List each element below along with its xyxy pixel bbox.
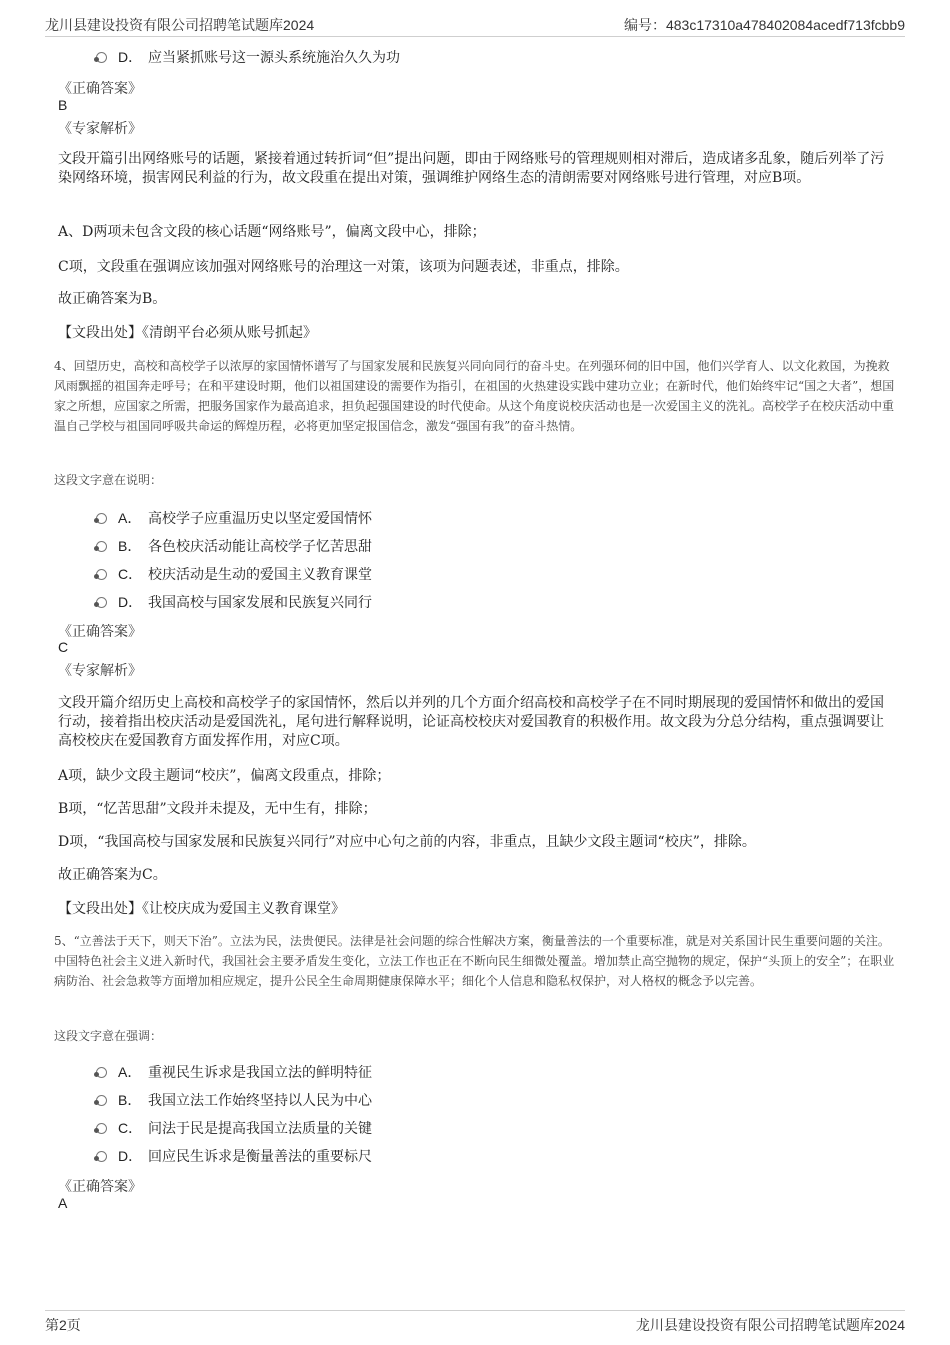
option-key: A．: [118, 1064, 142, 1080]
option-text: 重视民生诉求是我国立法的鲜明特征: [148, 1065, 372, 1081]
q3-note-2: C项，文段重在强调应该加强对网络账号的治理这一对策，该项为问题表述，非重点，排除。: [58, 259, 629, 275]
radio-icon[interactable]: [96, 597, 107, 608]
q3-source: 【文段出处】《清朗平台必须从账号抓起》: [58, 325, 317, 341]
q4-conclusion: 故正确答案为C。: [58, 867, 167, 883]
page-footer: [45, 1310, 905, 1341]
footer-title: 龙川县建设投资有限公司招聘笔试题库2024: [635, 1317, 905, 1333]
option-text: 高校学子应重温历史以坚定爱国情怀: [148, 511, 372, 527]
q4-analysis: 文段开篇介绍历史上高校和高校学子的家国情怀，然后以并列的几个方面介绍高校和高校学子在不同时期展现的爱国情怀和做出的爱国行动，接着指出校庆活动是爱国洗礼，尾句进行解释说明，论证高校校庆对爱国教育的积极作用。故文段为分总分结构，重点强调要让高校校庆在爱国教育方面发挥作用，对应C项。: [58, 695, 884, 749]
q3-answer: B: [58, 97, 68, 113]
option-text: 问法于民是提高我国立法质量的关键: [148, 1121, 372, 1137]
q4-note-2: B项，“忆苦思甜”文段并未提及，无中生有，排除；: [58, 801, 377, 817]
q5-question: 5、“立善法于天下，则天下治”。立法为民，法贵便民。法律是社会问题的综合性解决方案，衡量善法的一个重要标准，就是对关系国计民生重要问题的关注。中国特色社会主义进入新时代，我国社会主要矛盾发生变化，立法工作也正在不断向民生细微处覆盖。增加禁止高空抛物的规定，保护“头顶上的安全”；在职业病防治、社会急救等方面增加相应规定，提升公民全生命周期健康保障水平；细化个人信息和隐私权保护，对人格权的概念予以完善。: [54, 934, 895, 988]
q5-answer-label: 《正确答案》: [58, 1179, 142, 1195]
q5-answer: A: [58, 1195, 68, 1211]
radio-icon[interactable]: [96, 1067, 107, 1078]
q3-answer-label: 《正确答案》: [58, 81, 142, 97]
q4-note-3: D项，“我国高校与国家发展和民族复兴同行”对应中心句之前的内容，非重点，且缺少文段主题词“校庆”，排除。: [58, 834, 756, 850]
q4-question: 4、回望历史，高校和高校学子以浓厚的家国情怀谱写了与国家发展和民族复兴同向同行的奋斗史。在列强环伺的旧中国，他们兴学育人、以文化救国，为挽救风雨飘摇的祖国奔走呼号；在和平建设时期，他们以祖国建设的需要作为指引，在祖国的火热建设实践中建功立业；在新时代，他们始终牢记“国之大者”，想国家之所想，应国家之所需，把服务国家作为最高追求，担负起强国建设的时代使命。从这个角度说校庆活动也是一次爱国主义的洗礼。高校学子在校庆活动中重温自己学校与祖国同呼吸共命运的辉煌历程，必将更加坚定报国信念，激发“强国有我”的奋斗热情。: [54, 359, 895, 433]
header-title: 龙川县建设投资有限公司招聘笔试题库2024: [45, 17, 315, 33]
radio-icon[interactable]: [96, 1123, 107, 1134]
option-key: A．: [118, 510, 142, 526]
q4-analysis-label: 《专家解析》: [58, 663, 142, 679]
option-key: B．: [118, 538, 142, 554]
q4-answer: C: [58, 639, 69, 655]
page-number: 第2页: [45, 1317, 81, 1333]
q4-prompt: 这段文字意在说明：: [54, 473, 163, 487]
radio-icon[interactable]: [96, 1151, 107, 1162]
q4-answer-label: 《正确答案》: [58, 624, 142, 640]
q4-note-1: A项，缺少文段主题词“校庆”，偏离文段重点，排除；: [58, 768, 391, 784]
radio-icon[interactable]: [96, 541, 107, 552]
radio-icon[interactable]: [96, 569, 107, 580]
q4-source: 【文段出处】《让校庆成为爱国主义教育课堂》: [58, 901, 345, 917]
option-text: 各色校庆活动能让高校学子忆苦思甜: [148, 539, 372, 555]
q3-analysis: 文段开篇引出网络账号的话题，紧接着通过转折词“但”提出问题，即由于网络账号的管理规则相对滞后，造成诸多乱象，随后列举了污染网络环境，损害网民利益的行为，故文段重在提出对策，强调维护网络生态的清朗需要对网络账号进行管理，对应B项。: [58, 151, 885, 186]
option-text: 回应民生诉求是衡量善法的重要标尺: [148, 1149, 372, 1165]
radio-icon[interactable]: [96, 52, 107, 63]
option-text: 应当紧抓账号这一源头系统施治久久为功: [148, 50, 400, 66]
q3-conclusion: 故正确答案为B。: [58, 291, 167, 307]
q3-analysis-label: 《专家解析》: [58, 121, 142, 137]
header-doc-id: 编号：483c17310a478402084acedf713fcbb9: [623, 17, 905, 33]
option-text: 我国立法工作始终坚持以人民为中心: [148, 1093, 372, 1109]
option-text: 我国高校与国家发展和民族复兴同行: [148, 595, 372, 611]
option-key: C．: [118, 566, 143, 582]
radio-icon[interactable]: [96, 1095, 107, 1106]
option-key: C．: [118, 1120, 143, 1136]
option-key: D．: [118, 1148, 143, 1164]
option-text: 校庆活动是生动的爱国主义教育课堂: [148, 567, 372, 583]
radio-icon[interactable]: [96, 513, 107, 524]
option-key: D．: [118, 49, 143, 65]
option-key: B．: [118, 1092, 142, 1108]
q3-note-1: A、D两项未包含文段的核心话题“网络账号”，偏离文段中心，排除；: [58, 224, 486, 240]
option-key: D．: [118, 594, 143, 610]
page-header: [45, 0, 905, 37]
q5-prompt: 这段文字意在强调：: [54, 1029, 163, 1043]
